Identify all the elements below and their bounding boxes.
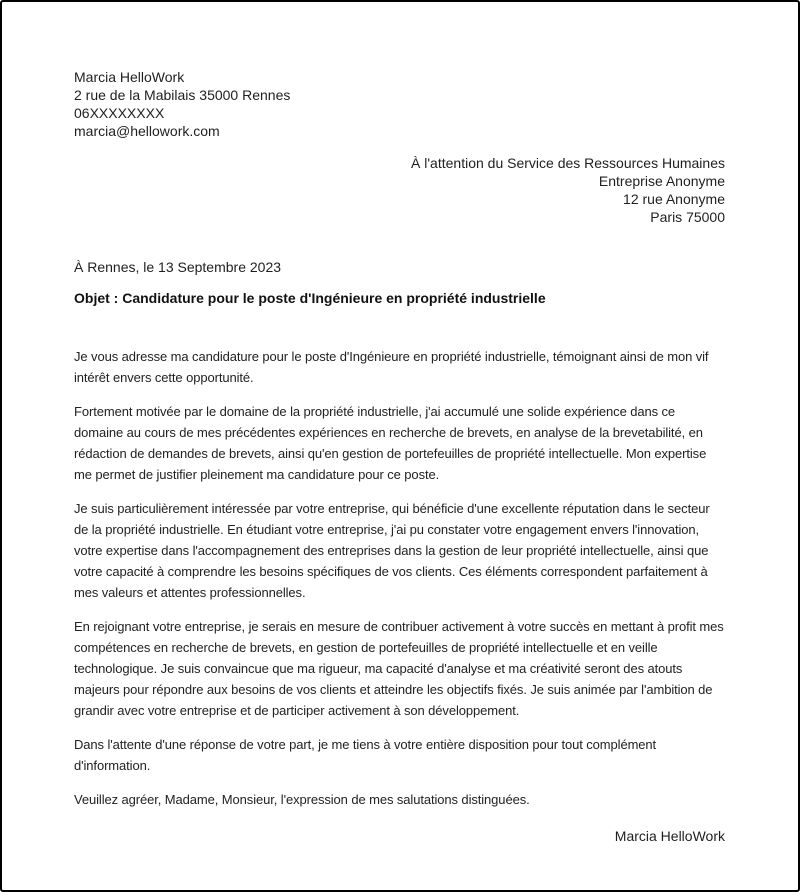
paragraph-contribution: En rejoignant votre entreprise, je serais en mesure de contribuer activement à votre succès en mettant à profit mes compétences en recherche de brevets, en gestion de portefeuilles de propriété intellectuelle et en veille technologique. Je suis convaincue que ma rigueur, ma capacité d'analyse et ma créativité seront des atouts majeurs pour répondre aux besoins de vos clients et atteindre les objectifs fixés. Je suis animée par l'ambition de grandir avec votre entreprise et de participer activement à son développement. xyxy=(74,619,724,718)
date-line: À Rennes, le 13 Septembre 2023 xyxy=(74,259,282,275)
sender-phone: 06XXXXXXXX xyxy=(74,105,165,121)
paragraph-company-interest: Je suis particulièrement intéressée par votre entreprise, qui bénéficie d'une excellente réputation dans le secteur de la propriété industrielle. En étudiant votre entreprise, j'ai pu constater votre engagement envers l'innovation, votre expertise dans l'accompagnement des entreprises dans la gestion de leur propriété intellectuelle, ainsi que votre capacité à comprendre les besoins spécifiques de vos clients. Ces éléments correspondent parfaitement à mes valeurs et attentes professionnelles. xyxy=(74,501,710,600)
recipient-attention-line: À l'attention du Service des Ressources Humaines xyxy=(411,155,725,171)
letter-body xyxy=(74,346,725,810)
subject-line: Objet : Candidature pour le poste d'Ingénieure en propriété industrielle xyxy=(74,290,546,306)
recipient-company: Entreprise Anonyme xyxy=(598,173,725,189)
sender-block xyxy=(74,68,725,140)
recipient-city: Paris 75000 xyxy=(650,209,725,225)
sender-name: Marcia HelloWork xyxy=(74,69,185,85)
paragraph-closing: Veuillez agréer, Madame, Monsieur, l'expression de mes salutations distinguées. xyxy=(74,792,530,807)
sender-address: 2 rue de la Mabilais 35000 Rennes xyxy=(74,87,291,103)
recipient-street: 12 rue Anonyme xyxy=(623,191,725,207)
sender-email: marcia@hellowork.com xyxy=(74,123,220,139)
signature: Marcia HelloWork xyxy=(614,828,725,844)
paragraph-intro: Je vous adresse ma candidature pour le poste d'Ingénieure en propriété industrielle, témoignant ainsi de mon vif intérêt envers cette opportunité. xyxy=(74,349,709,385)
recipient-block xyxy=(74,154,725,226)
paragraph-experience: Fortement motivée par le domaine de la propriété industrielle, j'ai accumulé une solide expérience dans ce domaine au cours de mes précédentes expériences en recherche de brevets, en analyse de la brevetabilité, en rédaction de demandes de brevets, ainsi qu'en gestion de portefeuilles de propriété intellectuelle. Mon expertise me permet de justifier pleinement ma candidature pour ce poste. xyxy=(74,404,707,482)
paragraph-availability: Dans l'attente d'une réponse de votre part, je me tiens à votre entière disposition pour tout complément d'information. xyxy=(74,737,657,773)
